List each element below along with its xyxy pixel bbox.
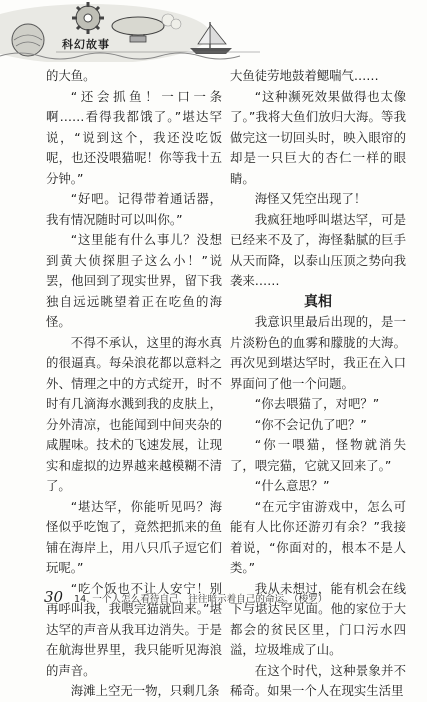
paragraph: 在这个时代，这种景象并不稀奇。如果一个人在现实生活里: [230, 662, 406, 698]
paragraph: “什么意思？”: [254, 478, 330, 493]
paragraph: 海怪又凭空出现了！: [254, 191, 367, 206]
paragraph: 的大鱼。: [46, 68, 96, 83]
paragraph: 海滩上空无一物，只剩几条: [70, 683, 220, 698]
section-label: 科幻故事: [62, 38, 110, 51]
paragraph: “这里能有什么事儿？没想到黄大侦探胆子这么小！”说罢，他回到了现实世界，留下我独自远远眺望着正在吃鱼的海怪。: [46, 232, 222, 329]
footer-quote: 14. 一个人怎么看待自己，往往暗示着自己的命运。（梭罗）: [74, 594, 328, 605]
paragraph: 大鱼徒劳地鼓着鳃喘气……: [230, 68, 379, 83]
paragraph: “你不会记仇了吧？”: [254, 416, 367, 432]
paragraph: “这种濒死效果做得也太像了。”我将大鱼们放归大海。等我做完这一切回头时，映入眼帘的却是一只巨大的杏仁一样的眼睛。: [230, 88, 406, 186]
page-footer: [0, 588, 427, 610]
paragraph: “堪达罕，你能听见吗？海怪似乎吃饱了，竟然把抓来的鱼铺在海岸上，用八只爪子逗它们玩呢。”: [46, 498, 222, 575]
paragraph: “好吧。记得带着通话器，我有情况随时可以叫你。”: [46, 191, 222, 227]
paragraph: “还会抓鱼！一口一条啊……看得我都饿了。”堪达罕说，“说到这个，我还没吃饭呢，也还没喂猫呢！你等我十五分钟。”: [46, 88, 222, 186]
section-heading: 真相: [304, 293, 332, 310]
paragraph: “你去喂猫了，对吧？”: [254, 396, 380, 411]
page-number: 30: [44, 588, 64, 606]
paragraph: “在元宇宙游戏中，怎么可能有人比你还游刃有余？”我接着说，“你面对的，根本不是人类。”: [230, 498, 406, 575]
paragraph: 不得不承认，这里的海水真的很逼真。每朵浪花都以意料之外、情理之中的方式绽开，时不时有几滴海水溅到我的皮肤上，分外清凉，也能闻到中间夹杂的咸腥味。技术的飞速发展，让现实和虚拟的边界越来越模糊不清了。: [46, 334, 222, 493]
header-illustration: [0, 0, 427, 62]
paragraph: 我疯狂地呼叫堪达罕，可是已经来不及了，海怪黏腻的巨手从天而降，以泰山压顶之势向我袭来……: [230, 211, 406, 288]
paragraph: “吃个饭也不让人安宁！别再呼叫我，我喂完猫就回来。”堪达罕的声音从我耳边消失。于是在航海世界里，我只能听见海浪的声音。: [46, 580, 222, 678]
paragraph: 我意识里最后出现的，是一片淡粉色的血雾和朦胧的大海。再次见到堪达罕时，我正在入口界面问了他一个问题。: [230, 314, 406, 391]
page-header: [0, 0, 427, 62]
paragraph: “你一喂猫，怪物就消失了，喂完猫，它就又回来了。”: [230, 437, 406, 473]
paragraph: 我从未想过，能有机会在线下与堪达罕见面。他的家位于大都会的贫民区里，门口污水四溢，垃圾堆成了山。: [230, 580, 406, 657]
